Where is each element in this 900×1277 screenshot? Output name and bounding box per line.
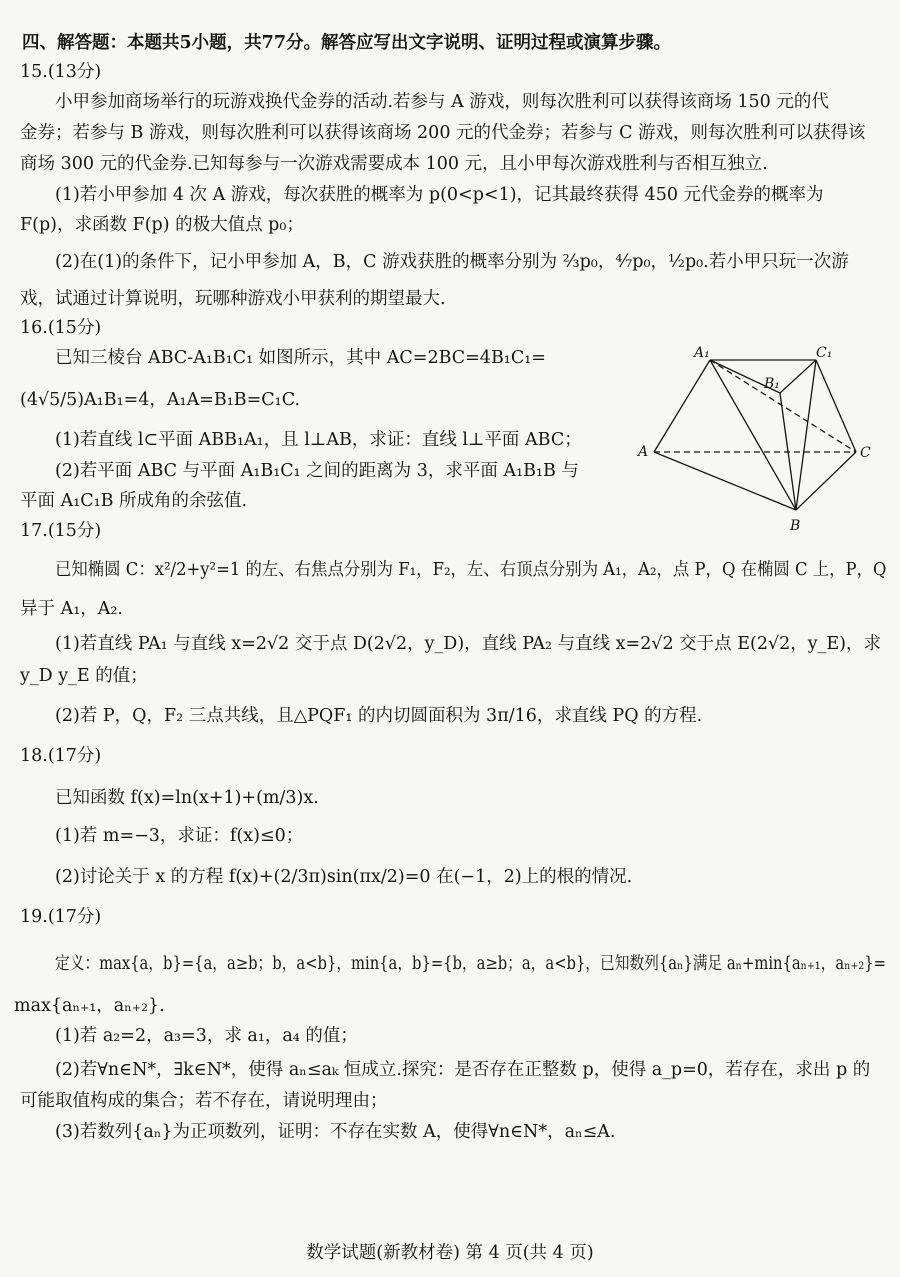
q17-line-1: 已知椭圆 C：x²/2+y²=1 的左、右焦点分别为 F₁，F₂，左、右顶点分别为 A₁，A₂，点 P，Q 在椭圆 C 上，P，Q bbox=[55, 560, 887, 580]
edge-a1a bbox=[654, 360, 710, 452]
label-a1: A₁ bbox=[694, 345, 710, 361]
question-19-number: 19.(17分) bbox=[20, 907, 102, 927]
section-header: 四、解答题：本题共5小题，共77分。解答应写出文字说明、证明过程或演算步骤。 bbox=[22, 33, 672, 53]
q18-line-2: (1)若 m=−3，求证：f(x)≤0； bbox=[55, 826, 304, 846]
label-c: C bbox=[860, 445, 871, 461]
q17-line-2: 异于 A₁，A₂. bbox=[20, 599, 123, 619]
q15-line-2: 金券；若参与 B 游戏，则每次胜利可以获得该商场 200 元的代金券；若参与 C 游戏，则每次胜利可以获得该 bbox=[20, 123, 866, 143]
q19-line-3: (1)若 a₂=2，a₃=3，求 a₁，a₄ 的值； bbox=[55, 1026, 358, 1046]
q15-line-1: 小甲参加商场举行的玩游戏换代金券的活动.若参与 A 游戏，则每次胜利可以获得该商场 150 元的代 bbox=[55, 92, 829, 112]
q17-line-3: (1)若直线 PA₁ 与直线 x=2√2 交于点 D(2√2，y_D)，直线 PA₂ 与直线 x=2√2 交于点 E(2√2，y_E)，求 bbox=[55, 634, 881, 654]
q15-line-3: 商场 300 元的代金券.已知每参与一次游戏需要成本 100 元，且小甲每次游戏胜利与否相互独立. bbox=[20, 154, 768, 174]
q19-line-6: (3)若数列{aₙ}为正项数列，证明：不存在实数 A，使得∀n∈N*，aₙ≤A. bbox=[55, 1122, 616, 1142]
label-a: A bbox=[638, 444, 649, 460]
diag-a1b bbox=[710, 360, 796, 510]
label-b1: B₁ bbox=[764, 376, 780, 392]
diag-a1c-hidden bbox=[710, 360, 856, 452]
question-17-number: 17.(15分) bbox=[20, 521, 102, 541]
edge-cb bbox=[796, 452, 856, 510]
q15-line-5: F(p)，求函数 F(p) 的极大值点 p₀； bbox=[20, 215, 304, 235]
q19-line-1: 定义：max{a，b}={a，a≥b；b，a<b}，min{a，b}={b，a≥b；a，a<b}，已知数列{aₙ}满足 aₙ+min{aₙ₊₁，aₙ₊₂}= bbox=[55, 954, 886, 974]
question-18-number: 18.(17分) bbox=[20, 746, 102, 766]
q16-line-4: (2)若平面 ABC 与平面 A₁B₁C₁ 之间的距离为 3，求平面 A₁B₁B 与 bbox=[55, 461, 579, 481]
q16-line-2: (4√5/5)A₁B₁=4，A₁A=B₁B=C₁C. bbox=[20, 390, 301, 410]
q17-line-5: (2)若 P，Q，F₂ 三点共线，且△PQF₁ 的内切圆面积为 3π/16，求直线 PQ 的方程. bbox=[55, 706, 703, 726]
edge-c1c bbox=[816, 360, 856, 452]
question-15-number: 15.(13分) bbox=[20, 62, 102, 82]
label-c1: C₁ bbox=[816, 345, 833, 361]
q17-line-4: y_D y_E 的值； bbox=[20, 666, 148, 686]
q19-line-2: max{aₙ₊₁，aₙ₊₂}. bbox=[14, 996, 165, 1016]
q15-line-7: 戏，试通过计算说明，玩哪种游戏小甲获利的期望最大. bbox=[20, 289, 446, 309]
q15-line-6: (2)在(1)的条件下，记小甲参加 A，B，C 游戏获胜的概率分别为 ²⁄₃p₀，⁴⁄₇p₀，¹⁄₂p₀.若小甲只玩一次游 bbox=[55, 252, 849, 272]
q16-line-3: (1)若直线 l⊂平面 ABB₁A₁，且 l⊥AB，求证：直线 l⊥平面 ABC； bbox=[55, 430, 582, 450]
q19-line-4: (2)若∀n∈N*，∃k∈N*，使得 aₙ≤aₖ 恒成立.探究：是否存在正整数 p，使得 a_p=0，若存在，求出 p 的 bbox=[55, 1060, 871, 1080]
q18-line-1: 已知函数 f(x)=ln(x+1)+(m/3)x. bbox=[55, 788, 319, 808]
q18-line-3: (2)讨论关于 x 的方程 f(x)+(2/3π)sin(πx/2)=0 在(−1，2)上的根的情况. bbox=[55, 867, 633, 887]
diag-c1b bbox=[796, 360, 816, 510]
label-b: B bbox=[790, 518, 801, 534]
frustum-figure bbox=[636, 338, 882, 536]
q15-line-4: (1)若小甲参加 4 次 A 游戏，每次获胜的概率为 p(0<p<1)，记其最终获得 450 元代金券的概率为 bbox=[55, 185, 824, 205]
question-16-number: 16.(15分) bbox=[20, 318, 102, 338]
page-footer: 数学试题(新教材卷) 第 4 页(共 4 页) bbox=[306, 1243, 594, 1263]
q19-line-5: 可能取值构成的集合；若不存在，请说明理由； bbox=[20, 1091, 388, 1111]
q16-line-5: 平面 A₁C₁B 所成角的余弦值. bbox=[20, 491, 248, 511]
edge-b1c1 bbox=[780, 360, 816, 393]
q16-line-1: 已知三棱台 ABC-A₁B₁C₁ 如图所示，其中 AC=2BC=4B₁C₁= bbox=[55, 348, 546, 368]
edge-ab bbox=[654, 452, 796, 510]
